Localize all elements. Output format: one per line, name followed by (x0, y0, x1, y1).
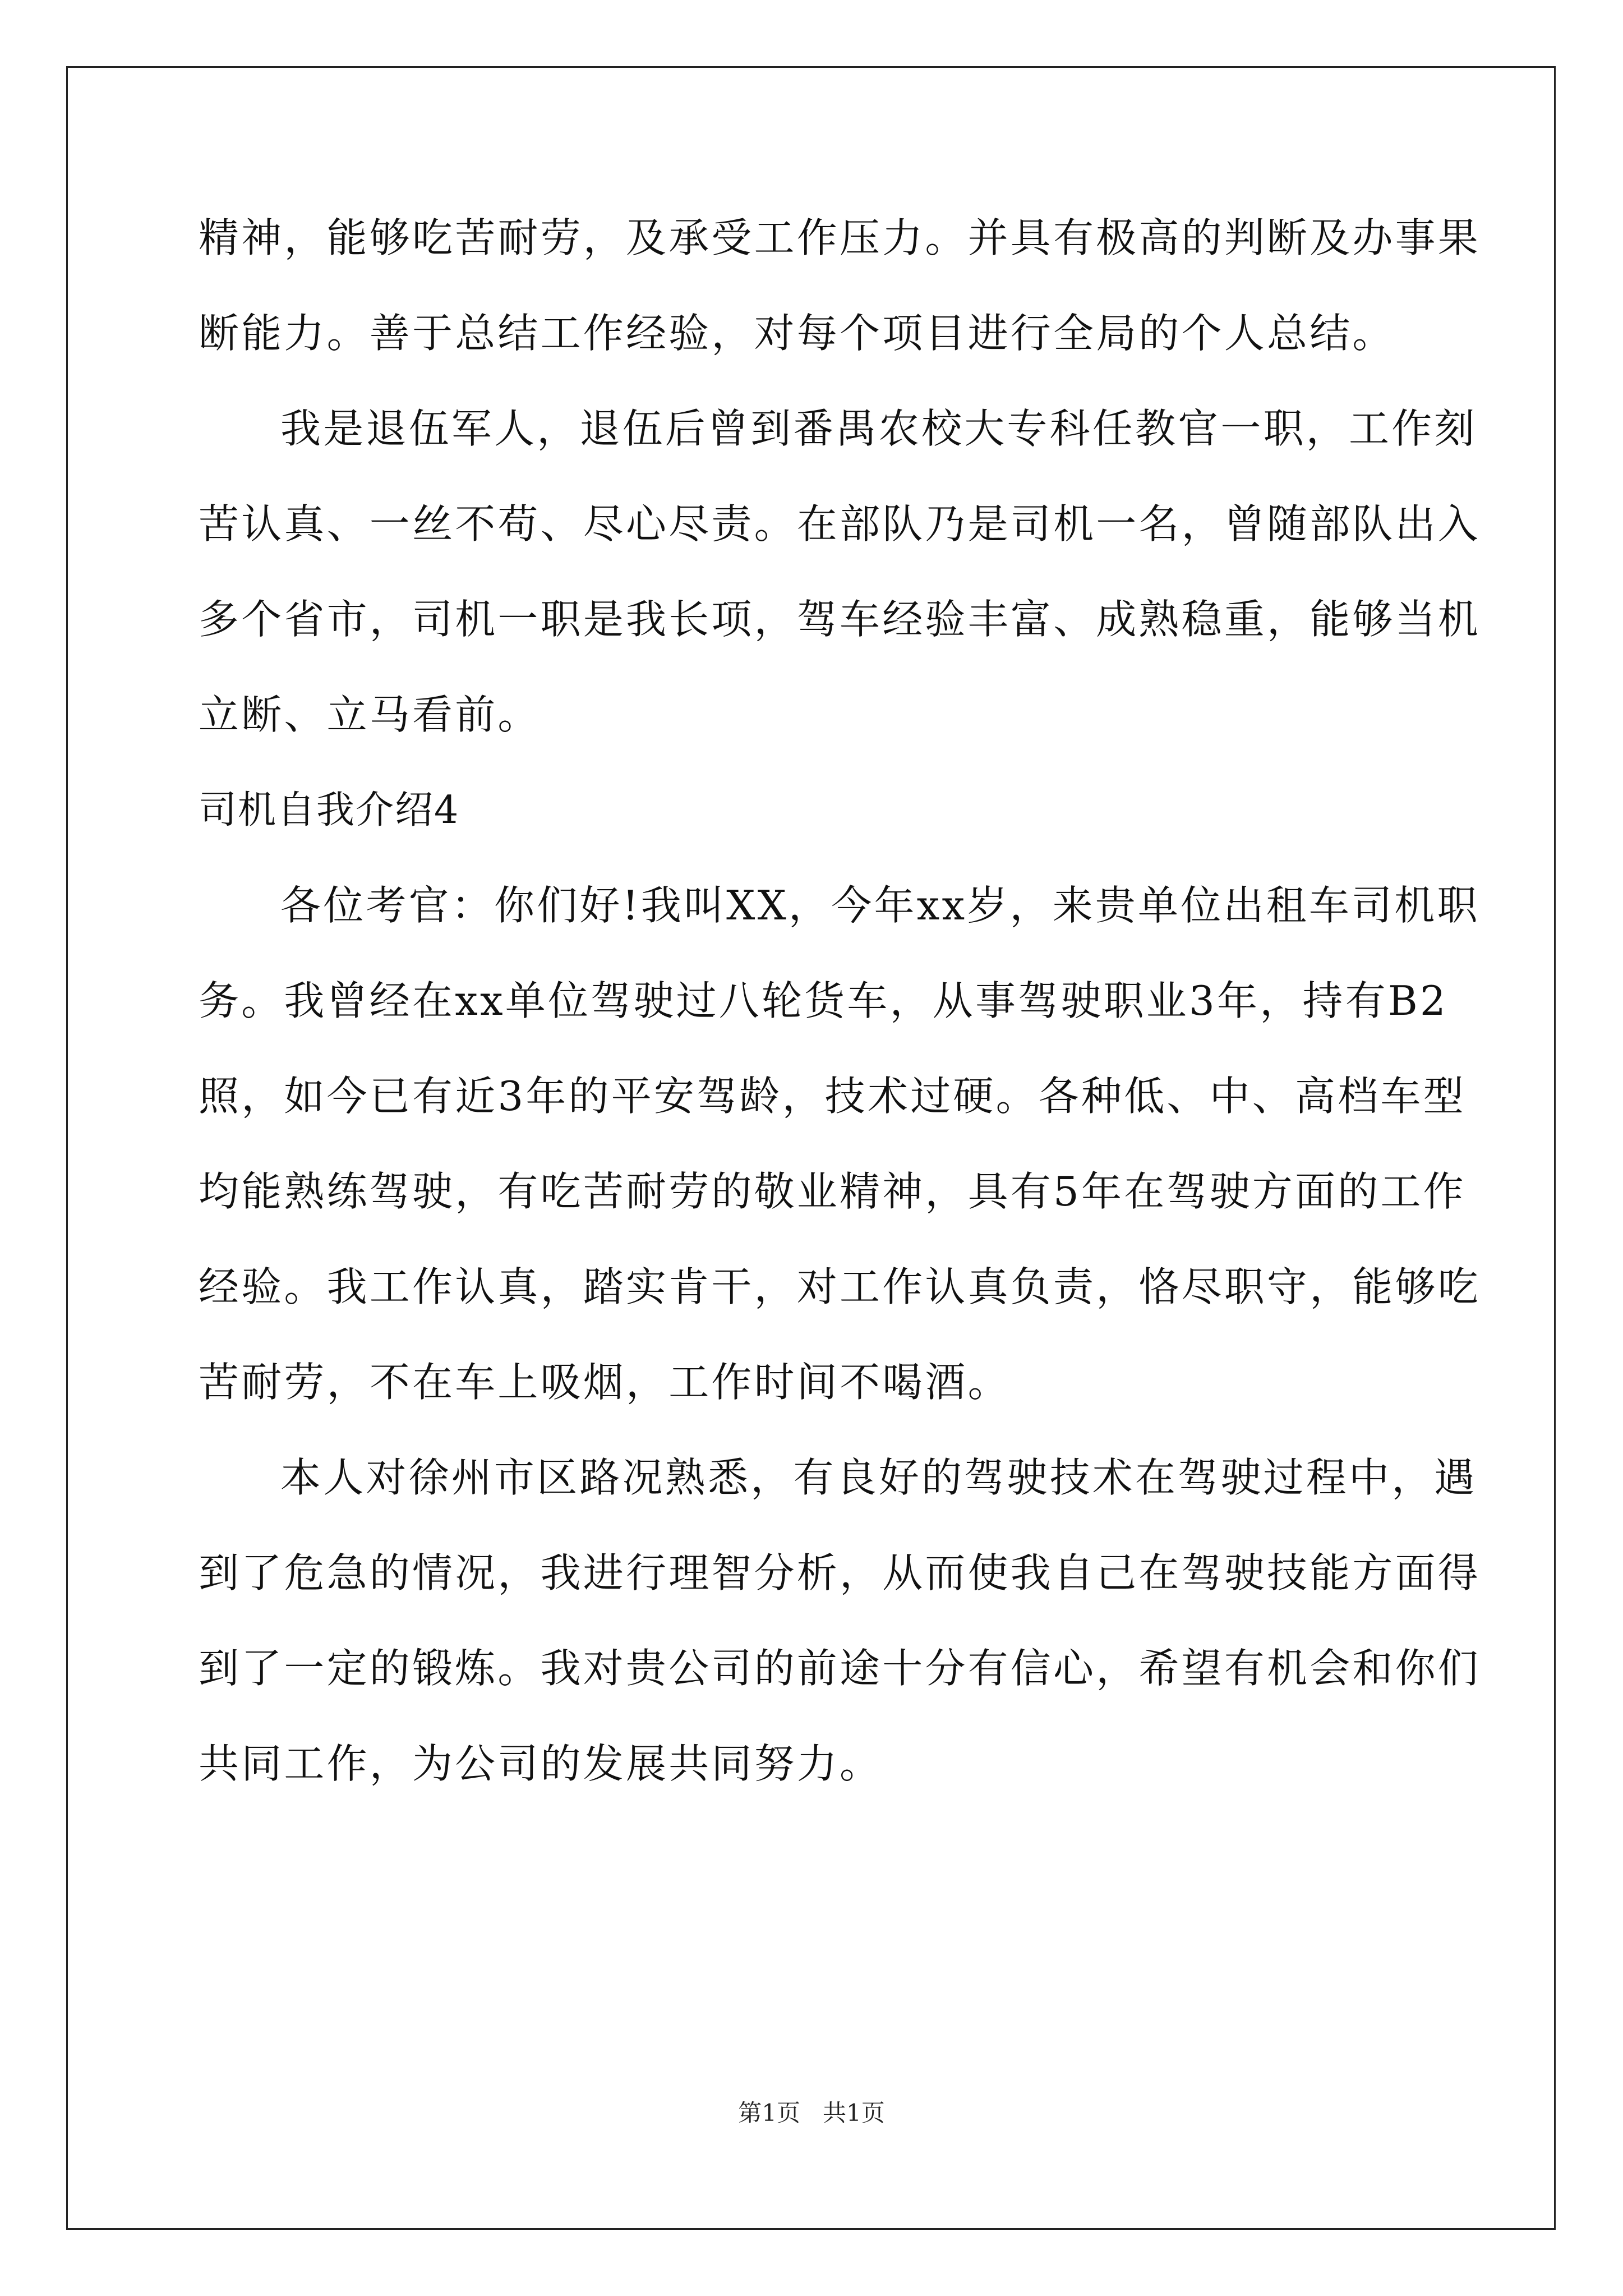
text-line: 多个省市，司机一职是我长项，驾车经验丰富、成熟稳重，能够当机 (199, 596, 1481, 643)
text-line: 苦认真、一丝不苟、尽心尽责。在部队乃是司机一名，曾随部队出入 (199, 500, 1481, 547)
text-line: 务。我曾经在xx单位驾驶过八轮货车，从事驾驶职业3年，持有B2 (199, 977, 1448, 1024)
text-line: 本人对徐州市区路况熟悉，有良好的驾驶技术在驾驶过程中，遇 (280, 1454, 1477, 1501)
text-line: 照，如今已有近3年的平安驾龄，技术过硬。各种低、中、高档车型 (199, 1073, 1466, 1120)
text-line: 到了一定的锻炼。我对贵公司的前途十分有信心，希望有机会和你们 (199, 1645, 1481, 1692)
paragraph (199, 881, 1481, 1407)
text-line: 共同工作，为公司的发展共同努力。 (199, 1740, 883, 1787)
paragraph (199, 404, 1481, 740)
text-line: 均能熟练驾驶，有吃苦耐劳的敬业精神，具有5年在驾驶方面的工作 (199, 1168, 1466, 1215)
text-line: 精神，能够吃苦耐劳，及承受工作压力。并具有极高的判断及办事果 (199, 214, 1481, 261)
paragraph (199, 1453, 1481, 1789)
text-line: 到了危急的情况，我进行理智分析，从而使我自己在驾驶技能方面得 (199, 1549, 1481, 1596)
text-line: 我是退伍军人，退伍后曾到番禺农校大专科任教官一职，工作刻 (280, 405, 1477, 452)
page-number-footer: 第1页 共1页 (738, 2099, 885, 2127)
section-heading: 司机自我介绍4 (199, 788, 460, 832)
document-body (199, 213, 1481, 1789)
text-line: 断能力。善于总结工作经验，对每个项目进行全局的个人总结。 (199, 310, 1395, 357)
text-line: 苦耐劳，不在车上吸烟，工作时间不喝酒。 (199, 1359, 1011, 1406)
text-line: 各位考官：你们好!我叫XX，今年xx岁，来贵单位出租车司机职 (280, 882, 1480, 929)
text-line: 立断、立马看前。 (199, 691, 541, 738)
text-line: 经验。我工作认真，踏实肯干，对工作认真负责，恪尽职守，能够吃 (199, 1263, 1481, 1310)
paragraph (199, 213, 1481, 358)
